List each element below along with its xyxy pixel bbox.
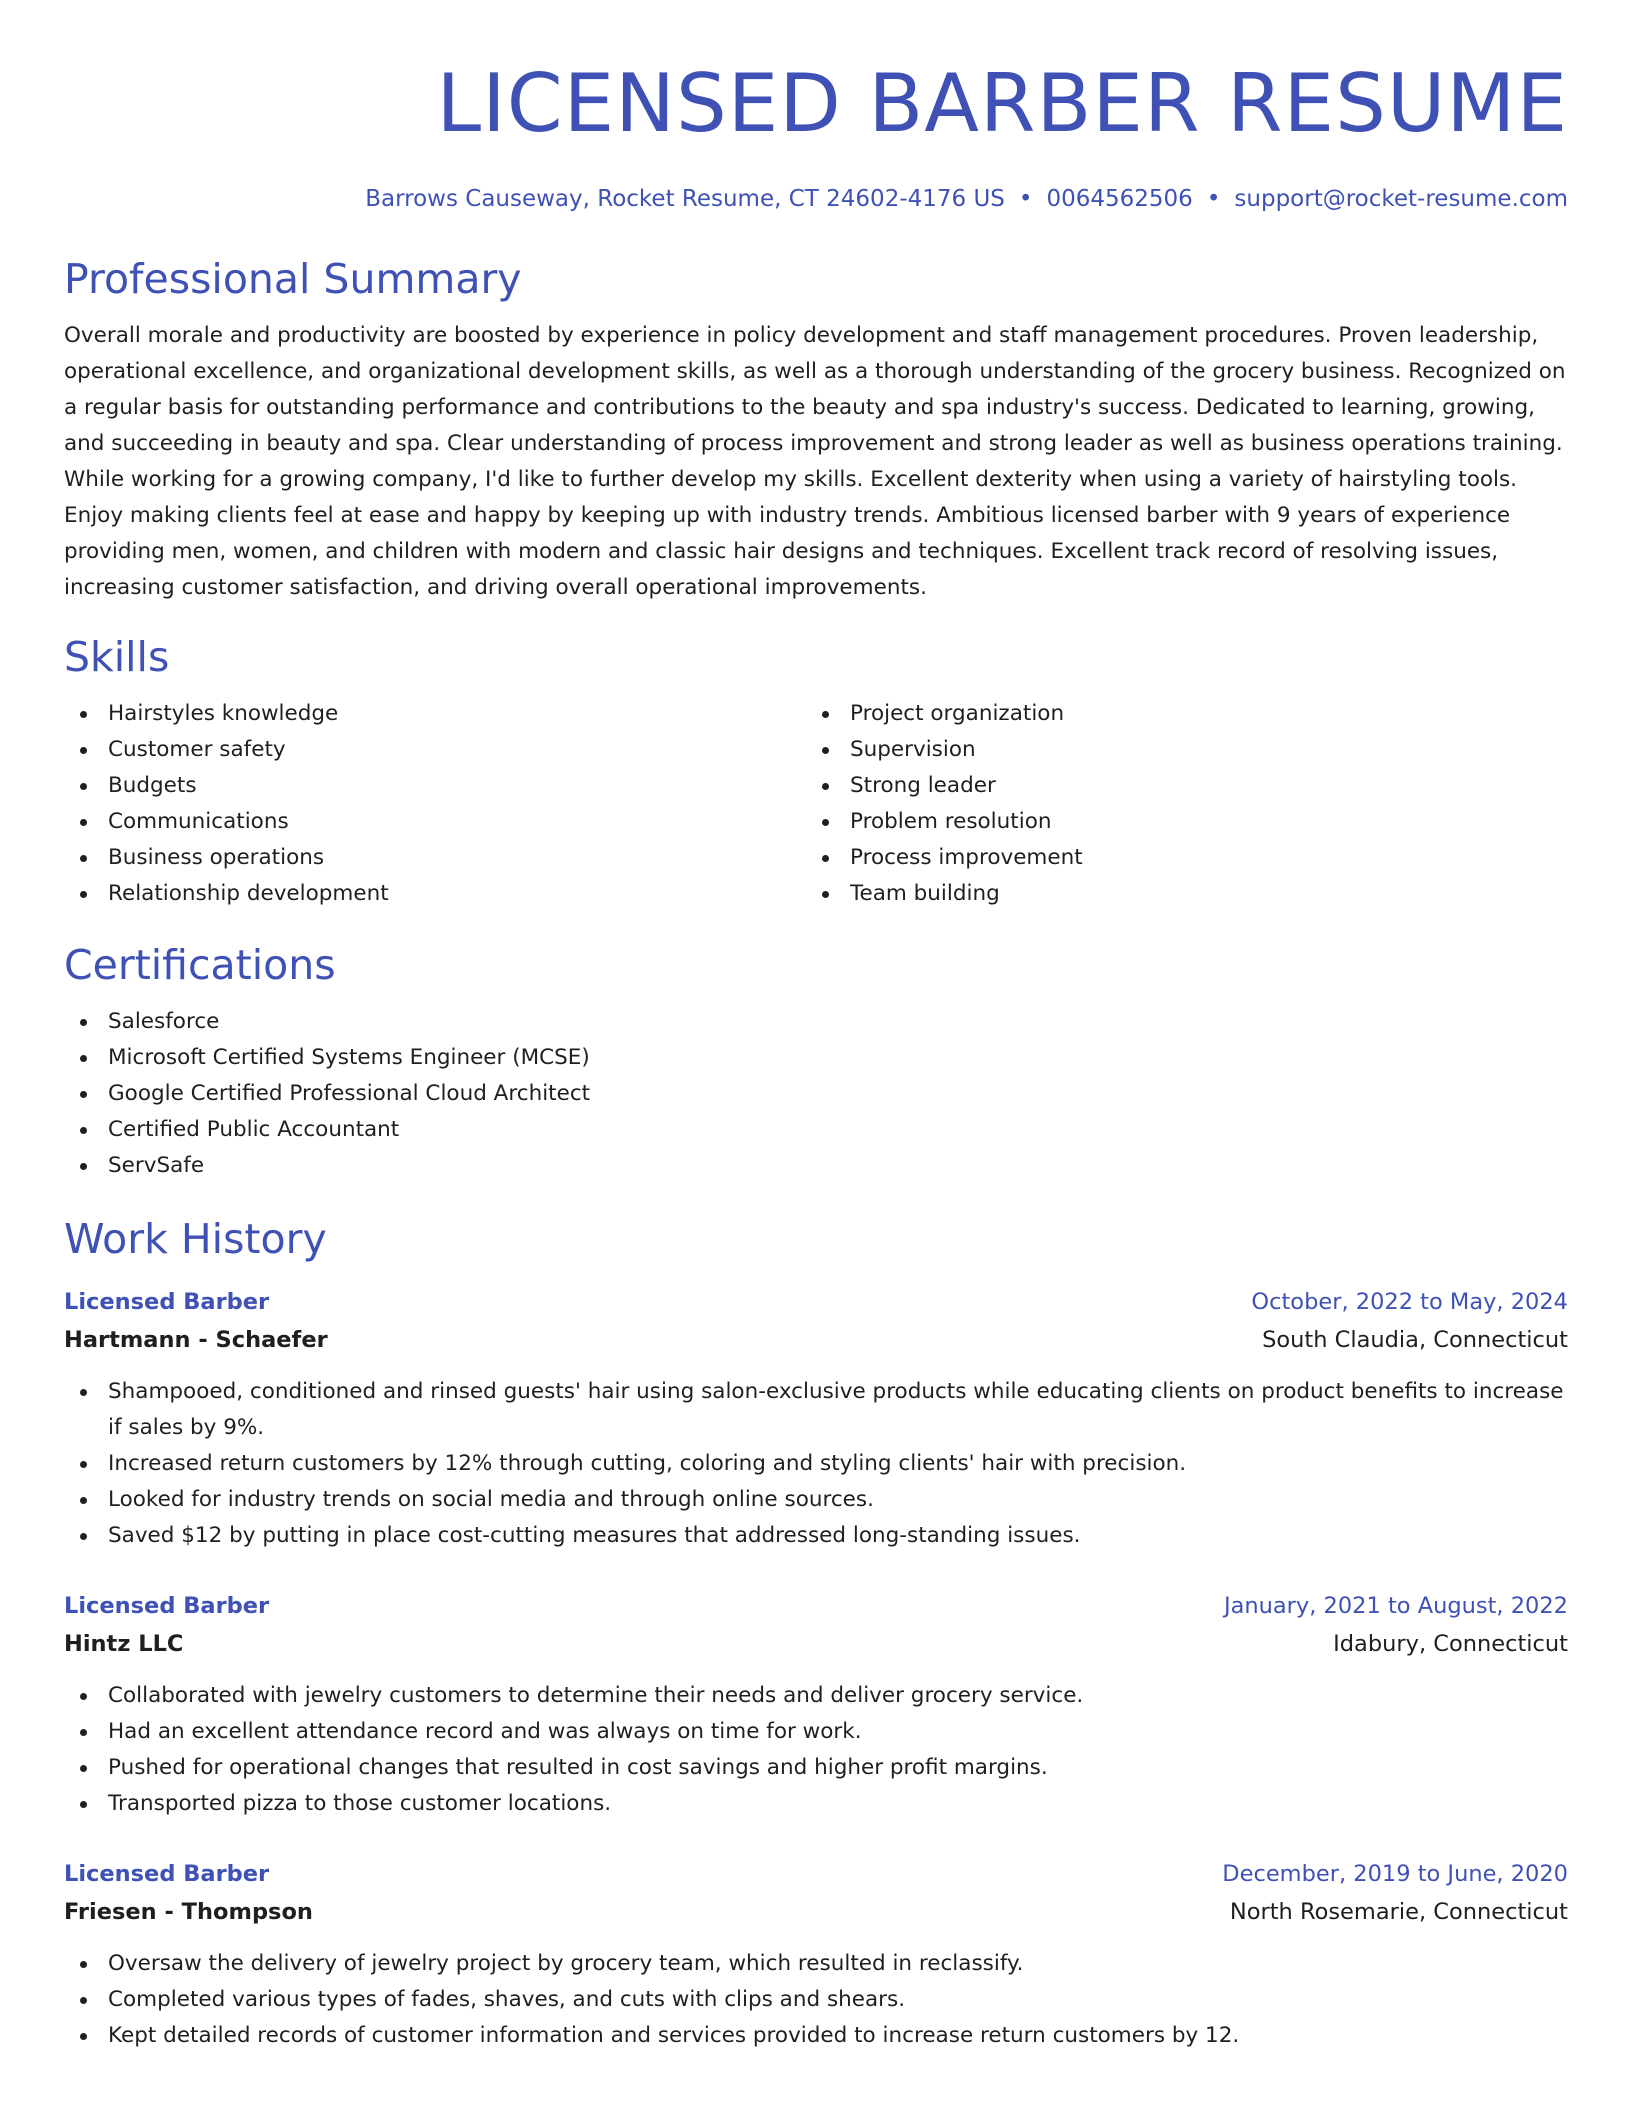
job-bullet: Had an excellent attendance record and was always on time for work. (64, 1714, 1568, 1750)
job-entry (64, 1284, 1568, 1554)
job-company-row (64, 1892, 1568, 1932)
skill-item: Customer safety (64, 732, 806, 768)
job-bullet: Transported pizza to those customer locations. (64, 1786, 1568, 1822)
job-location: Idabury, Connecticut (1333, 1631, 1568, 1657)
skill-item: Budgets (64, 768, 806, 804)
job-dates: October, 2022 to May, 2024 (1251, 1289, 1568, 1315)
skill-item: Hairstyles knowledge (64, 696, 806, 732)
job-bullet: Kept detailed records of customer information and services provided to increase return customers by 12. (64, 2018, 1568, 2054)
job-bullet: Increased return customers by 12% through cutting, coloring and styling clients' hair with precision. (64, 1446, 1568, 1482)
section-title-skills: Skills (64, 633, 170, 681)
job-company: Hartmann - Schaefer (64, 1327, 328, 1353)
contact-separator: • (1018, 186, 1033, 212)
resume-page (64, 0, 1568, 2054)
job-bullet: Completed various types of fades, shaves, and cuts with clips and shears. (64, 1982, 1568, 2018)
skill-item: Process improvement (806, 840, 1548, 876)
job-company: Hintz LLC (64, 1631, 184, 1657)
job-location: North Rosemarie, Connecticut (1229, 1899, 1568, 1925)
job-entry (64, 1588, 1568, 1822)
job-location: South Claudia, Connecticut (1262, 1327, 1568, 1353)
job-header-row (64, 1856, 1568, 1892)
skill-item: Project organization (806, 696, 1548, 732)
job-header-row (64, 1588, 1568, 1624)
skill-item: Problem resolution (806, 804, 1548, 840)
certification-item: ServSafe (64, 1148, 1568, 1184)
job-bullets (64, 1946, 1568, 2054)
contact-phone: 0064562506 (1046, 186, 1193, 212)
skills-grid (64, 696, 1568, 912)
professional-summary-section (64, 254, 1568, 606)
contact-email[interactable]: support@rocket-resume.com (1234, 186, 1568, 212)
skill-item: Strong leader (806, 768, 1548, 804)
certifications-list (64, 1004, 1568, 1184)
skills-list-left (64, 696, 806, 912)
skill-item: Relationship development (64, 876, 806, 912)
job-company-row (64, 1320, 1568, 1360)
job-bullet: Shampooed, conditioned and rinsed guests' hair using salon-exclusive products while educating clients on product benefits to increase if sales by 9%. (64, 1374, 1568, 1446)
skills-section (64, 632, 1568, 912)
job-title: Licensed Barber (64, 1593, 270, 1619)
job-dates: December, 2019 to June, 2020 (1222, 1861, 1568, 1887)
certification-item: Certified Public Accountant (64, 1112, 1568, 1148)
job-title: Licensed Barber (64, 1289, 270, 1315)
certifications-section (64, 940, 1568, 1184)
job-company-row (64, 1624, 1568, 1664)
certification-item: Google Certified Professional Cloud Architect (64, 1076, 1568, 1112)
skill-item: Team building (806, 876, 1548, 912)
skill-item: Communications (64, 804, 806, 840)
skills-list-right (806, 696, 1548, 912)
section-title-work-history: Work History (64, 1215, 327, 1263)
contact-address: Barrows Causeway, Rocket Resume, CT 24602-4176 US (365, 186, 1005, 212)
job-dates: January, 2021 to August, 2022 (1223, 1593, 1568, 1619)
job-bullets (64, 1374, 1568, 1554)
contact-separator: • (1206, 186, 1221, 212)
job-bullet: Pushed for operational changes that resulted in cost savings and higher profit margins. (64, 1750, 1568, 1786)
job-title: Licensed Barber (64, 1861, 270, 1887)
job-bullet: Collaborated with jewelry customers to determine their needs and deliver grocery service. (64, 1678, 1568, 1714)
job-company: Friesen - Thompson (64, 1899, 313, 1925)
certification-item: Salesforce (64, 1004, 1568, 1040)
contact-line (64, 184, 1568, 214)
job-bullet: Looked for industry trends on social media and through online sources. (64, 1482, 1568, 1518)
skill-item: Supervision (806, 732, 1548, 768)
job-header-row (64, 1284, 1568, 1320)
certification-item: Microsoft Certified Systems Engineer (MCSE) (64, 1040, 1568, 1076)
work-history-section (64, 1214, 1568, 2054)
section-title-certifications: Certifications (64, 941, 336, 989)
job-entry (64, 1856, 1568, 2054)
summary-text: Overall morale and productivity are boosted by experience in policy development and staff management procedures. Proven leadership, operational excellence, and organizational development skills, as well as a thorough understanding of the grocery business. Recognized on a regular basis for outstanding performance and contributions to the beauty and spa industry's success. Dedicated to learning, growing, and succeeding in beauty and spa. Clear understanding of process improvement and strong leader as well as business operations training. While working for a growing company, I'd like to further develop my skills. Excellent dexterity when using a variety of hairstyling tools. Enjoy making clients feel at ease and happy by keeping up with industry trends. Ambitious licensed barber with 9 years of experience providing men, women, and children with modern and classic hair designs and techniques. Excellent track record of resolving issues, increasing customer satisfaction, and driving overall operational improvements. (64, 323, 1566, 600)
resume-title: LICENSED BARBER RESUME (436, 57, 1568, 150)
job-bullet: Oversaw the delivery of jewelry project by grocery team, which resulted in reclassify. (64, 1946, 1568, 1982)
job-bullets (64, 1678, 1568, 1822)
section-title-summary: Professional Summary (64, 255, 522, 303)
skill-item: Business operations (64, 840, 806, 876)
job-bullet: Saved $12 by putting in place cost-cutting measures that addressed long-standing issues. (64, 1518, 1568, 1554)
